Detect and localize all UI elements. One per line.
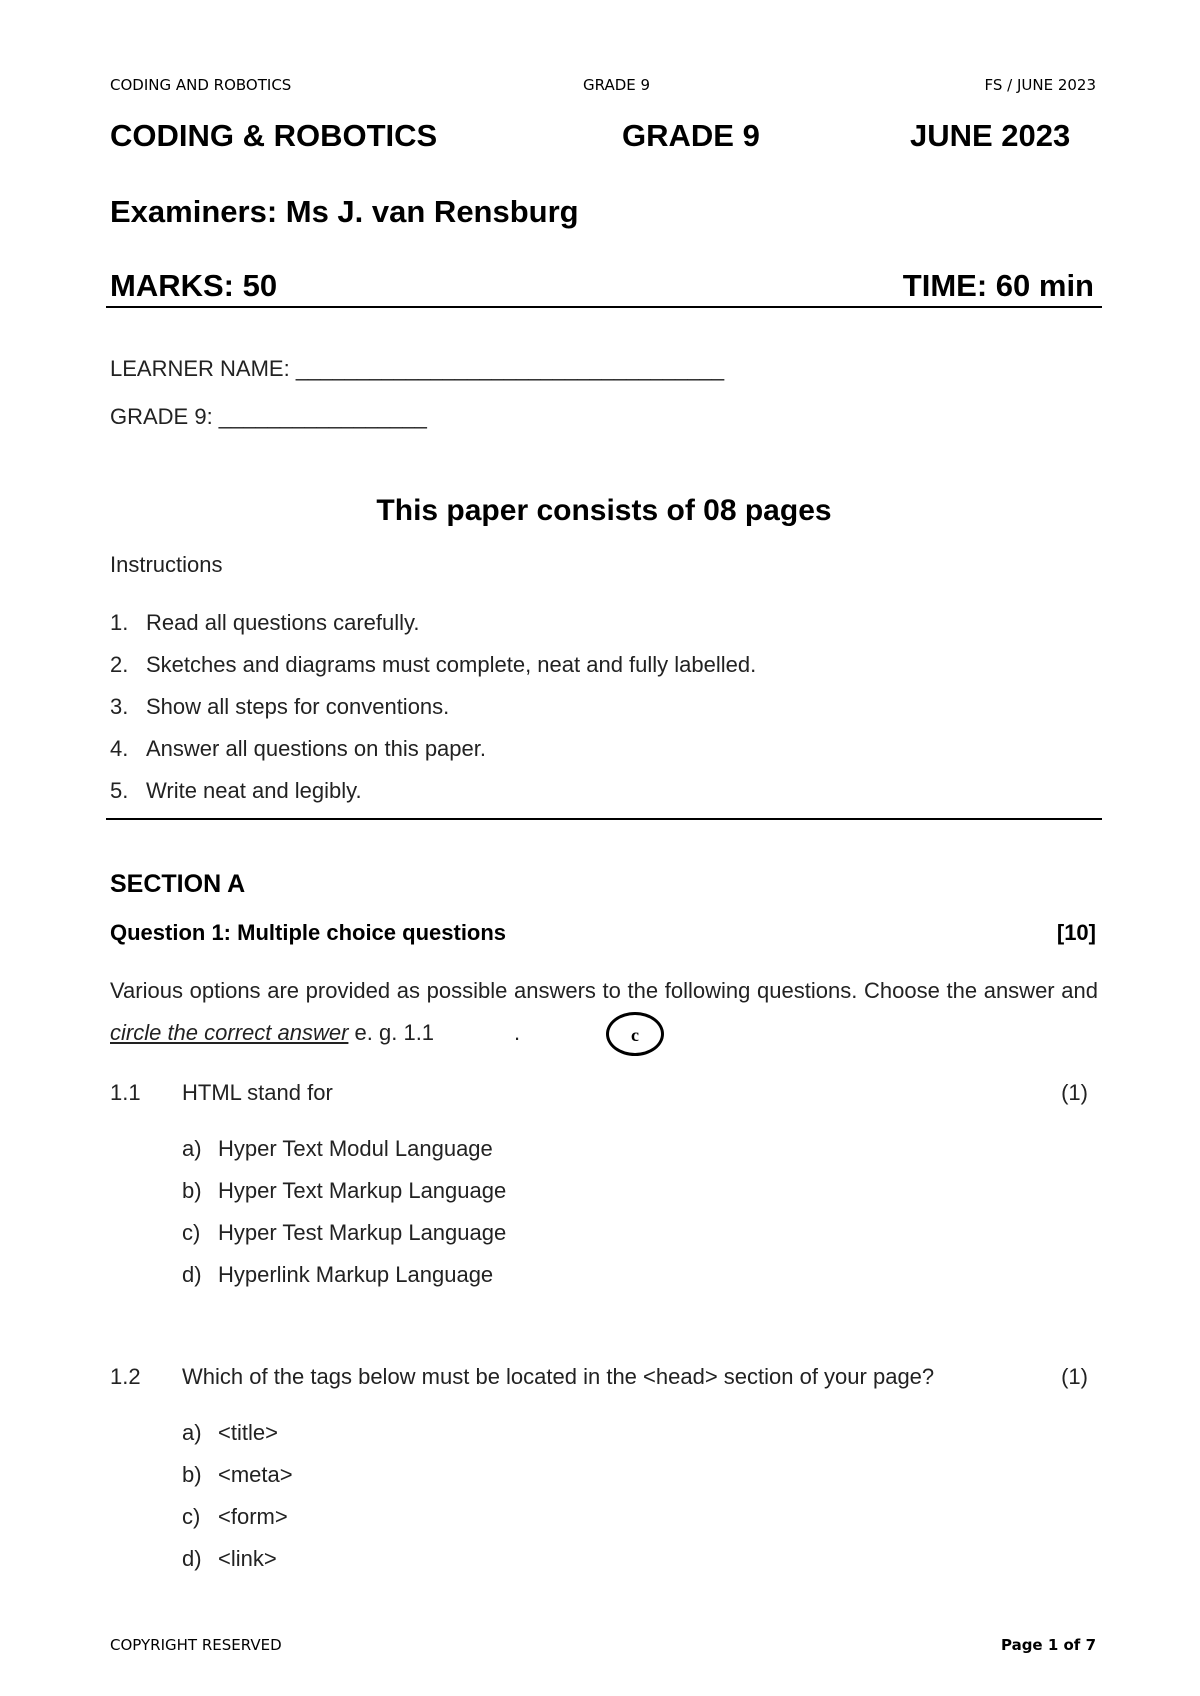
instruction-item: 2. Sketches and diagrams must complete, neat and fully labelled. bbox=[110, 652, 757, 677]
answer-option[interactable]: b) <meta> bbox=[182, 1462, 293, 1487]
time-label: TIME: 60 min bbox=[902, 268, 1094, 303]
instruction-item: 5. Write neat and legibly. bbox=[110, 778, 362, 803]
answer-option[interactable]: a) Hyper Text Modul Language bbox=[182, 1136, 493, 1161]
pages-note: This paper consists of 08 pages bbox=[376, 494, 832, 527]
header-center: GRADE 9 bbox=[583, 76, 651, 94]
header-right: FS / JUNE 2023 bbox=[984, 76, 1096, 94]
question-number: 1.2 bbox=[110, 1364, 141, 1389]
example-answer-circle: c bbox=[606, 1012, 664, 1056]
question-1-intro: Various options are provided as possible answers to the following questions. Choose the answer and circle the correct answer e. g. 1.1 . bbox=[110, 978, 1098, 1045]
footer-page-number: Page 1 of 7 bbox=[1000, 1636, 1096, 1654]
answer-option[interactable]: d) <link> bbox=[182, 1546, 277, 1571]
instructions-divider bbox=[106, 818, 1102, 820]
instructions-heading: Instructions bbox=[110, 552, 223, 577]
subject-title: CODING & ROBOTICS bbox=[110, 118, 438, 153]
question-text: Which of the tags below must be located in the <head> section of your page? bbox=[182, 1364, 935, 1389]
question-1-title: Question 1: Multiple choice questions bbox=[110, 920, 507, 945]
circle-instruction: circle the correct answer bbox=[110, 1020, 349, 1045]
answer-option[interactable]: c) Hyper Test Markup Language bbox=[182, 1220, 507, 1245]
question-1-marks: [10] bbox=[1056, 920, 1096, 945]
marks-label: MARKS: 50 bbox=[110, 268, 278, 303]
answer-option[interactable]: a) <title> bbox=[182, 1420, 278, 1445]
examiners-line: Examiners: Ms J. van Rensburg bbox=[110, 194, 579, 229]
instruction-item: 3. Show all steps for conventions. bbox=[110, 694, 450, 719]
section-heading: SECTION A bbox=[110, 870, 246, 898]
header-divider bbox=[106, 306, 1102, 308]
instruction-item: 1. Read all questions carefully. bbox=[110, 610, 420, 635]
header-left: CODING AND ROBOTICS bbox=[110, 76, 292, 94]
date-title: JUNE 2023 bbox=[910, 118, 1071, 153]
grade-field[interactable]: GRADE 9: _________________ bbox=[110, 404, 427, 429]
answer-option[interactable]: d) Hyperlink Markup Language bbox=[182, 1262, 494, 1287]
learner-name-field[interactable]: LEARNER NAME: ___________________________________ bbox=[110, 356, 725, 381]
question-marks: (1) bbox=[1061, 1080, 1088, 1105]
instruction-item: 4. Answer all questions on this paper. bbox=[110, 736, 486, 761]
question-marks: (1) bbox=[1061, 1364, 1088, 1389]
question-number: 1.1 bbox=[110, 1080, 141, 1105]
answer-option[interactable]: b) Hyper Text Markup Language bbox=[182, 1178, 507, 1203]
grade-title: GRADE 9 bbox=[622, 118, 760, 153]
footer-copyright: COPYRIGHT RESERVED bbox=[110, 1636, 282, 1654]
answer-option[interactable]: c) <form> bbox=[182, 1504, 288, 1529]
question-text: HTML stand for bbox=[182, 1080, 333, 1105]
